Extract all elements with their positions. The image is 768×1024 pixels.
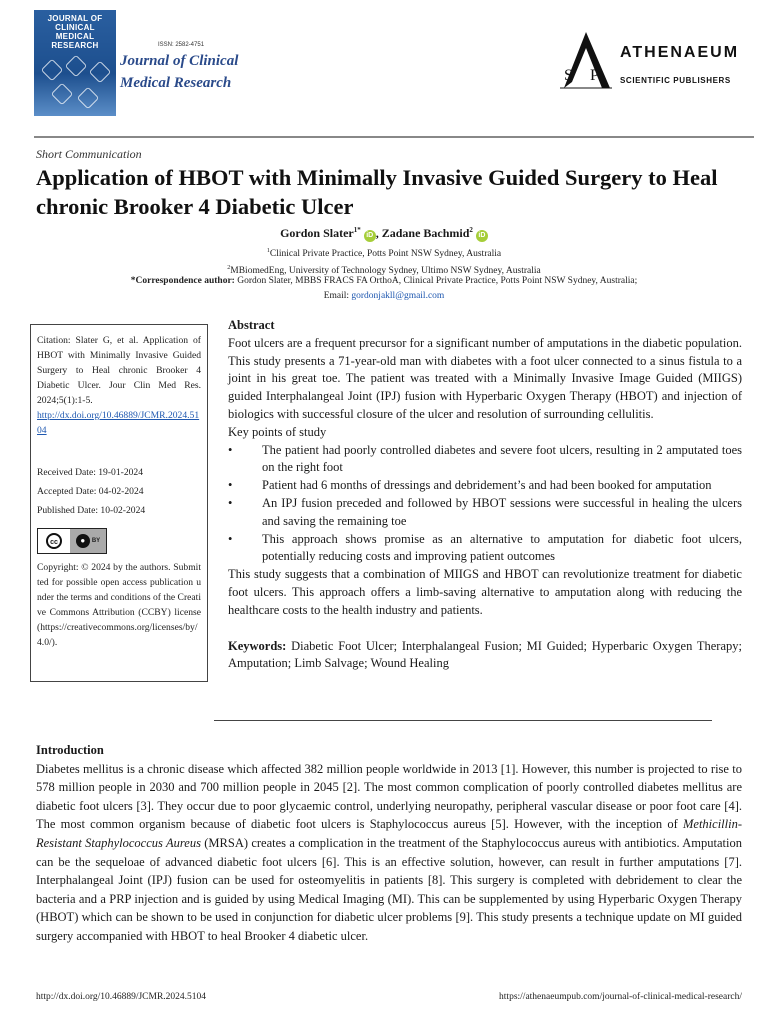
- key-point-text: This approach shows promise as an alternative to amputation for diabetic foot ulcers, potentially reducing costs and improving patient outcomes: [262, 531, 742, 564]
- affiliation-2: $^2$MBiomedEng, University of Technology Sydney, Ultimo NSW Sydney, Australia: [227, 265, 541, 277]
- key-point-text: An IPJ fusion preceded and followed by HBOT sessions were successful in healing the ulcers and saving the remaining toe: [262, 495, 742, 528]
- keywords: Keywords: Diabetic Foot Ulcer; Interphalangeal Fusion; MI Guided; Hyperbaric Oxygen Therapy; Amputation; Limb Salvage; Wound Healing: [228, 638, 742, 671]
- issn-label: ISSN: 2582-4751: [158, 42, 205, 48]
- key-point-item: [228, 531, 742, 567]
- bullet-icon: •: [228, 442, 233, 457]
- article-type: Short Communication: [36, 147, 142, 161]
- bullet-icon: •: [228, 478, 233, 493]
- hexagon-icon: [89, 61, 112, 84]
- accepted-date: Accepted Date: 04-02-2024: [37, 486, 144, 497]
- citation-text: Citation: Slater G, et al. Application of HBOT with Minimally Invasive Guided Surgery to Heal chronic Brooker 4 Diabetic Ulcer. Jour Clin Med Res. 2024;5(1):1-5.: [37, 335, 201, 406]
- key-point-item: [228, 442, 742, 478]
- abstract-paragraph: Foot ulcers are a frequent precursor for a significant number of amputations in the diabetic population. This study presents a 71-year-old man with diabetes with a foot ulcer connected to a sinus fistula to a joint in his great toe. The patient was treated with a Minimally Invasive Image Guided (MIIGS) guided Interphalangeal Joint (IPJ) fusion with Hyperbaric Oxygen Therapy (HBOT) and injection of biologics with successful closure of the ulcer and resolution of surrounding cellulitis.: [228, 335, 742, 421]
- correspondence: *Correspondence author: Gordon Slater, MBBS FRACS FA OrthoA, Clinical Private Practice, Potts Point NSW Sydney, Australia;: [130, 276, 638, 286]
- abstract-heading: Abstract: [228, 318, 275, 332]
- received-date: Received Date: 19-01-2024: [37, 467, 144, 478]
- key-point-text: Patient had 6 months of dressings and debridement’s and had been booked for amputation: [262, 478, 712, 493]
- svg-text:P: P: [590, 67, 599, 84]
- key-point-text: The patient had poorly controlled diabetes and severe foot ulcers, resulting in 2 amputated toes on the right foot: [262, 442, 742, 475]
- hexagon-icon: [65, 55, 88, 78]
- hexagon-icon: [41, 59, 64, 82]
- hexagon-icon: [51, 83, 74, 106]
- introduction-section: [36, 741, 742, 946]
- footer-journal-link[interactable]: https://athenaeumpub.com/journal-of-clinical-medical-research/: [499, 992, 742, 1002]
- doi-link[interactable]: http://dx.doi.org/10.46889/JCMR.2024.5104: [37, 410, 200, 436]
- abstract-conclusion: This study suggests that a combination of MIIGS and HBOT can revolutionize treatment for diabetic foot ulcers. This approach offers a limb-saving alternative to amputation along with reducing the healthcare costs to the health industry and patients.: [228, 567, 742, 617]
- orcid-icon[interactable]: iD: [364, 230, 376, 242]
- introduction-heading: Introduction: [36, 743, 104, 757]
- abstract-section: [228, 317, 742, 673]
- publisher-subtitle: SCIENTIFIC PUBLISHERS: [620, 76, 731, 85]
- email-line: Email: gordonjakll@gmail.com: [323, 291, 445, 301]
- person-icon: ●: [76, 534, 90, 548]
- abstract-divider: [214, 720, 712, 721]
- key-point-item: [228, 495, 742, 531]
- cc-by-badge[interactable]: cc ● BY: [37, 528, 107, 554]
- author-name: Zadane Bachmid: [381, 226, 470, 240]
- email-link[interactable]: gordonjakll@gmail.com: [351, 291, 445, 301]
- published-date: Published Date: 10-02-2024: [37, 505, 146, 516]
- bullet-icon: •: [228, 495, 233, 510]
- journal-cover-image: [34, 10, 116, 116]
- footer-doi-link[interactable]: http://dx.doi.org/10.46889/JCMR.2024.5104: [36, 992, 207, 1002]
- affiliation-1: $^1$Clinical Private Practice, Potts Point NSW Sydney, Australia: [266, 248, 502, 260]
- author-list: Gordon Slater$^{1*}$ iD , Zadane Bachmid$^2$ iD: [0, 226, 768, 242]
- author-name: Gordon Slater: [280, 226, 354, 240]
- key-points-list: [228, 442, 742, 567]
- key-points-heading: Key points of study: [228, 424, 327, 439]
- bullet-icon: •: [228, 531, 233, 546]
- introduction-paragraph: Diabetes mellitus is a chronic disease which affected 382 million people worldwide in 2013 [1]. However, this number is projected to rise to 578 million people in 2030 and 700 million people in 2045 [2]. The most common complication of poorly controlled diabetes mellitus are diabetic foot ulcers [3]. They occur due to poor glycaemic control, underlying neuropathy, peripheral vascular disease or poor foot care [4]. The most common organism because of diabetic foot ulcers is Staphylococcus aureus [5]. However, with the inception of Methicillin-Resistant Staphylococcus Aureus (MRSA) creates a complication in the treatment of the Staphylococcus aureus with antibiotics. Amputation can be the sequeloae of advanced diabetic foot ulcers [6]. This is an effective solution, however, can result in further amputations [7]. Interphalangeal Joint (IPJ) fusion can be used for osteomyelitis in patients [8]. This surgery is completed with debridement to clear the bacteria and a PRP injection and is guided by using Medical Imaging (MI). This can be supplemented by using Hyperbaric Oxygen Therapy (HBOT) which can be shown to be used in conjunction for diabetic ulcer problems [9]. This study presents a technique update on MI guided surgery accompanied with HBOT to heal Brooker 4 diabetic ulcer.: [36, 761, 742, 943]
- orcid-icon[interactable]: iD: [476, 230, 488, 242]
- hexagon-icon: [77, 87, 100, 110]
- header-divider: [34, 136, 754, 138]
- journal-name: Journal of Clinical Medical Research: [120, 53, 239, 91]
- svg-text:S: S: [564, 67, 573, 84]
- article-title: Application of HBOT with Minimally Invasive Guided Surgery to Heal chronic Brooker 4 Diabetic Ulcer: [36, 165, 718, 219]
- citation-sidebar: [30, 324, 208, 682]
- copyright-text: Copyright: © 2024 by the authors. Submitted for possible open access publication under the terms and conditions of the Creative Commons Attribution (CCBY) license (https://creativecommons.org/licenses/by/4.0/).: [37, 562, 201, 648]
- publisher-name: ATHENAEUM: [620, 44, 740, 61]
- key-point-item: [228, 477, 742, 495]
- athenaeum-logo-icon: [560, 30, 612, 90]
- cc-icon: cc: [46, 533, 62, 549]
- journal-cover-title: JOURNAL OF CLINICAL MEDICAL RESEARCH: [47, 14, 103, 50]
